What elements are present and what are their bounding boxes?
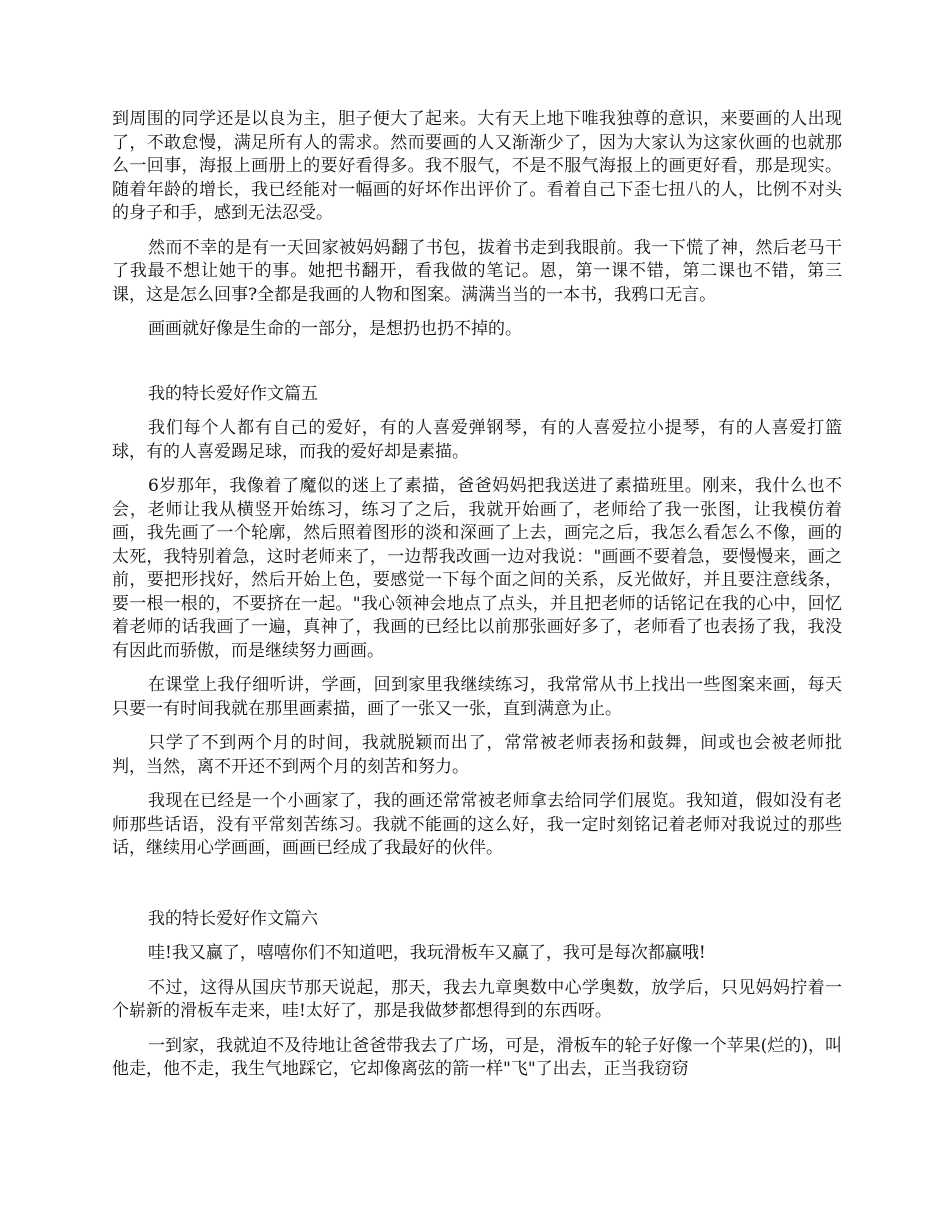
- paragraph: 6岁那年，我像着了魔似的迷上了素描，爸爸妈妈把我送进了素描班里。刚来，我什么也不会，老师让我从横竖开始练习，练习了之后，我就开始画了，老师给了我一张图，让我模仿着画，我先画了一个轮廓，然后照着图形的淡和深画了上去，画完之后，我怎么看怎么不像，画的太死，我特别着急，这时老师来了，一边帮我改画一边对我说："画画不要着急，要慢慢来，画之前，要把形找好，然后开始上色，要感觉一下每个面之间的关系，反光做好，并且要注意线条，要一根一根的，不要挤在一起。"我心领神会地点了点头，并且把老师的话铭记在我的心中，回忆着老师的话我画了一遍，真神了，我画的已经比以前那张画好多了，老师看了也表扬了我，我没有因此而骄傲，而是继续努力画画。: [112, 476, 842, 661]
- document-page: [112, 108, 842, 1093]
- section-title-5: 我的特长爱好作文篇五: [148, 383, 318, 404]
- paragraph: 画画就好像是生命的一部分，是想扔也扔不掉的。: [148, 319, 522, 339]
- paragraph: 然而不幸的是有一天回家被妈妈翻了书包，拔着书走到我眼前。我一下慌了神，然后老马干了我最不想让她干的事。她把书翻开，看我做的笔记。恩，第一课不错，第二课也不错，第三课，这是怎么回事?全都是我画的人物和图案。满满当当的一本书，我鸦口无言。: [112, 237, 842, 305]
- paragraph: 到周围的同学还是以良为主，胆子便大了起来。大有天上地下唯我独尊的意识，来要画的人出现了，不敢怠慢，满足所有人的需求。然而要画的人又渐渐少了，因为大家认为这家伙画的也就那么一回事，海报上画册上的要好看得多。我不服气，不是不服气海报上的画更好看，那是现实。随着年龄的增长，我已经能对一幅画的好坏作出评价了。看着自己下歪七扭八的人，比例不对头的身子和手，感到无法忍受。: [112, 109, 842, 223]
- paragraph: 我现在已经是一个小画家了，我的画还常常被老师拿去给同学们展览。我知道，假如没有老师那些话语，没有平常刻苦练习。我就不能画的这么好，我一定时刻铭记着老师对我说过的那些话，继续用心学画画，画画已经成了我最好的伙伴。: [112, 791, 842, 858]
- paragraph: 不过，这得从国庆节那天说起，那天，我去九章奥数中心学奥数，放学后，只见妈妈拧着一个崭新的滑板车走来，哇!太好了，那是我做梦都想得到的东西呀。: [112, 977, 842, 1021]
- paragraph: 哇!我又赢了，嘻嘻你们不知道吧，我玩滑板车又赢了，我可是每次都赢哦!: [148, 943, 706, 963]
- paragraph: 在课堂上我仔细听讲，学画，回到家里我继续练习，我常常从书上找出一些图案来画，每天只要一有时间我就在那里画素描，画了一张又一张，直到满意为止。: [112, 675, 842, 719]
- paragraph: 只学了不到两个月的时间，我就脱颖而出了，常常被老师表扬和鼓舞，间或也会被老师批判，当然，离不开还不到两个月的刻苦和努力。: [112, 733, 842, 777]
- section-title-6: 我的特长爱好作文篇六: [148, 908, 318, 929]
- paragraph: 一到家，我就迫不及待地让爸爸带我去了广场，可是，滑板车的轮子好像一个苹果(烂的)，叫他走，他不走，我生气地踩它，它却像离弦的箭一样"飞"了出去，正当我窃窃: [112, 1035, 842, 1079]
- paragraph: 我们每个人都有自己的爱好，有的人喜爱弹钢琴，有的人喜爱拉小提琴，有的人喜爱打篮球，有的人喜爱踢足球，而我的爱好却是素描。: [112, 418, 842, 462]
